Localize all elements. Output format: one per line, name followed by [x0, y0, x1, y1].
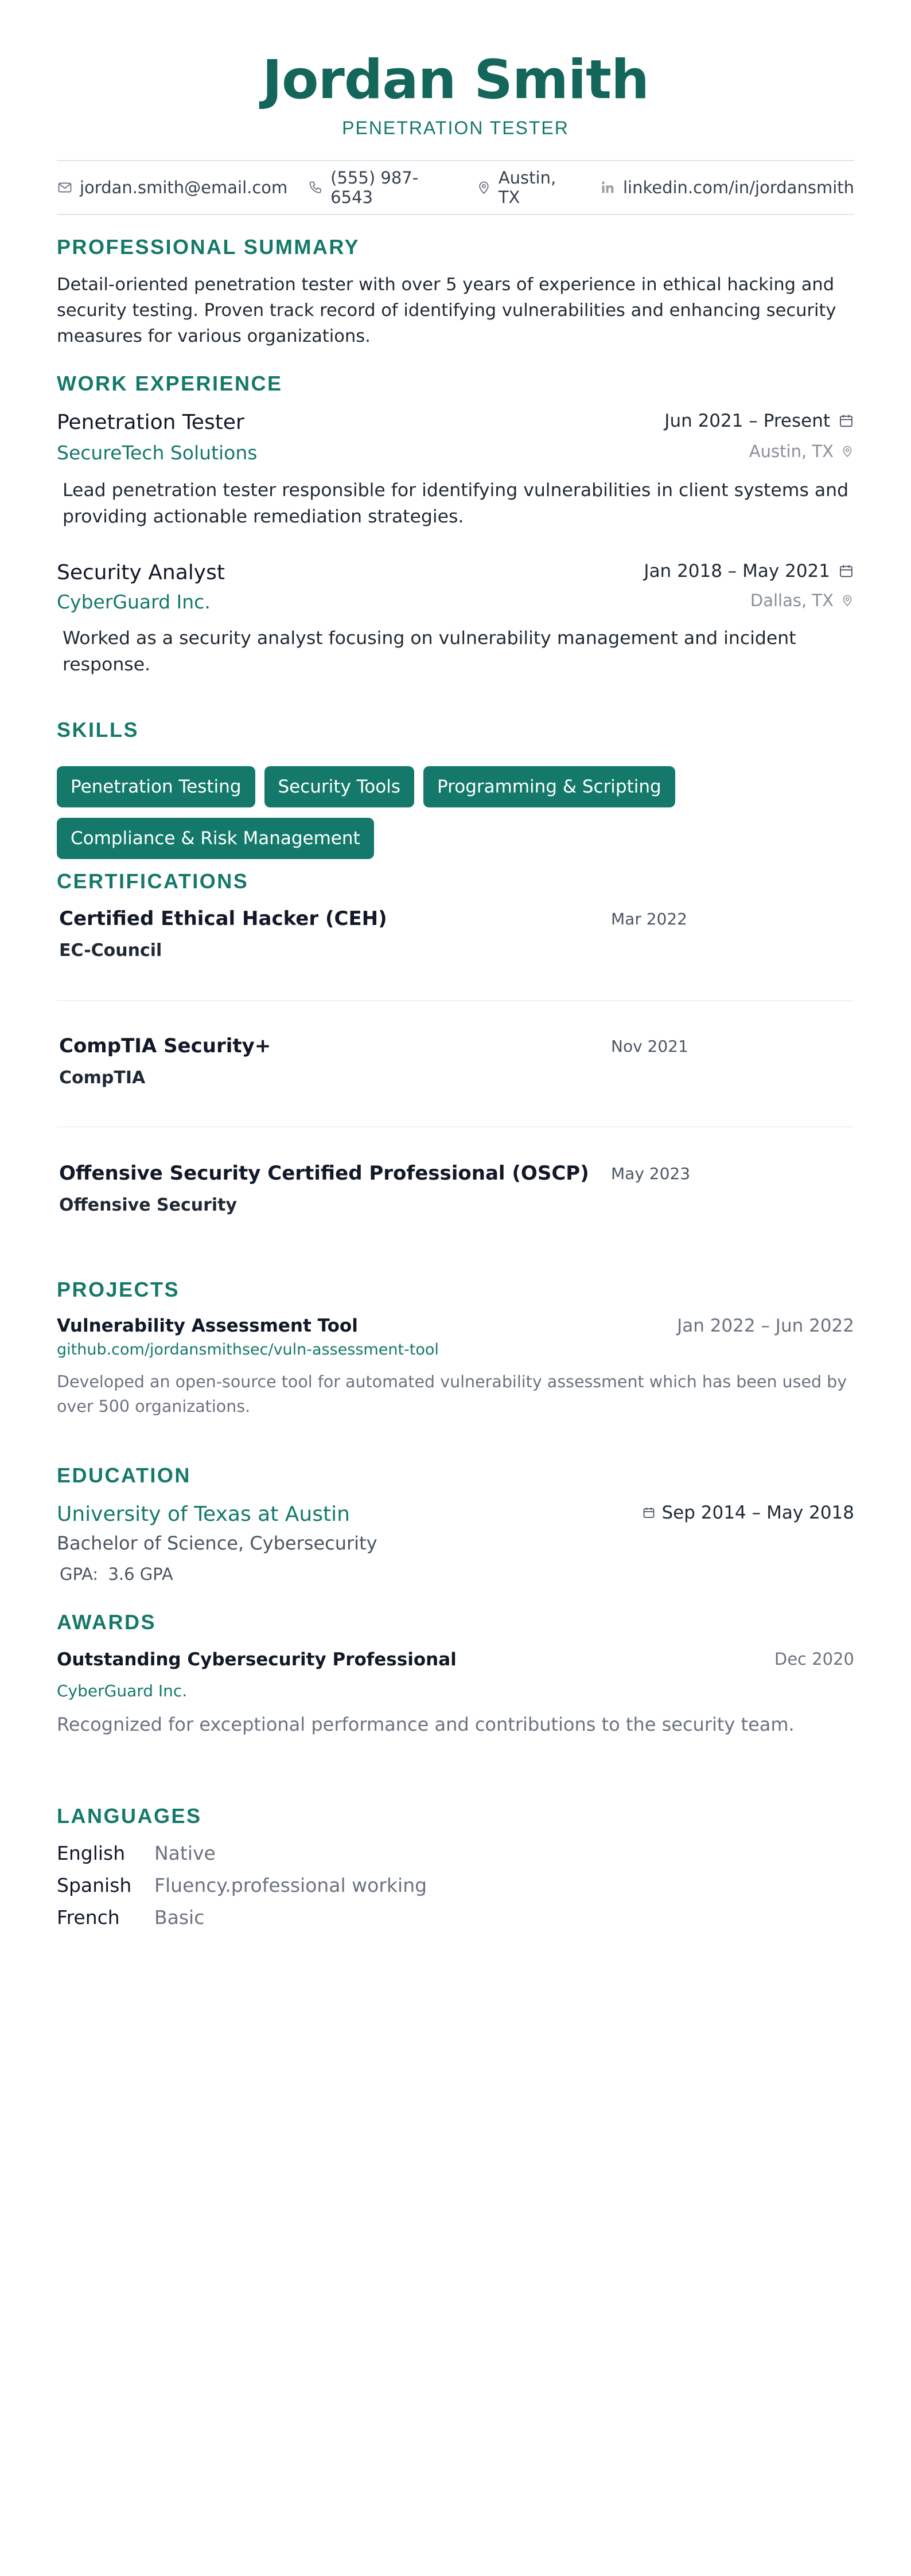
contact-email[interactable]	[57, 178, 287, 197]
mail-icon	[57, 179, 73, 196]
cert-name: Certified Ethical Hacker (CEH)	[59, 907, 387, 930]
language-name: Spanish	[57, 1874, 132, 1896]
gpa-value: 3.6 GPA	[108, 1564, 173, 1584]
awards-heading: AWARDS	[57, 1610, 157, 1634]
cert-name: CompTIA Security+	[59, 1035, 271, 1057]
job-description: Worked as a security analyst focusing on vulnerability management and incident response.	[63, 628, 796, 675]
education-date-separator: –	[752, 1502, 761, 1523]
award-title: Outstanding Cybersecurity Professional	[57, 1649, 457, 1670]
gpa-label: GPA:	[60, 1564, 99, 1584]
phone-icon	[308, 179, 324, 196]
cert-date: Nov 2021	[611, 1037, 688, 1056]
summary-text: Detail-oriented penetration tester with over 5 years of experience in ethical hacking and security testing. Proven track record of identifying vulnerabilities and enhancing security measures for various organizations.	[57, 275, 836, 346]
education-dates	[642, 1502, 854, 1523]
cert-date: Mar 2022	[611, 910, 687, 928]
education-heading: EDUCATION	[57, 1463, 191, 1487]
project-description: Developed an open-source tool for automated vulnerability assessment which has been used by over 500 organizations.	[57, 1372, 847, 1416]
job-dates	[644, 561, 854, 581]
candidate-name: Jordan Smith	[262, 49, 649, 111]
location-pin-icon	[840, 594, 854, 607]
project-dates: Jan 2022 – Jun 2022	[677, 1316, 854, 1336]
language-level: Basic	[154, 1906, 205, 1929]
phone-text: (555) 987-6543	[330, 168, 419, 207]
cert-divider	[57, 1000, 854, 1001]
project-title: Vulnerability Assessment Tool	[57, 1316, 358, 1336]
job-company: SecureTech Solutions	[57, 442, 258, 464]
skill-tag: Security Tools	[264, 766, 415, 807]
job-company: CyberGuard Inc.	[57, 591, 211, 613]
job-location	[749, 442, 854, 461]
language-row	[57, 1906, 204, 1929]
contact-linkedin[interactable]	[600, 178, 854, 197]
language-level: Fluency.professional working	[154, 1874, 427, 1896]
language-name: English	[57, 1842, 126, 1864]
calendar-icon	[838, 563, 854, 579]
candidate-title: PENETRATION TESTER	[342, 118, 569, 139]
skills-heading: SKILLS	[57, 718, 139, 741]
language-row	[57, 1874, 427, 1896]
cert-org: CompTIA	[59, 1068, 146, 1088]
job-title: Security Analyst	[57, 561, 225, 584]
education-start: Sep 2014	[661, 1502, 746, 1523]
calendar-icon	[838, 413, 854, 429]
language-level: Native	[154, 1842, 216, 1864]
calendar-icon	[642, 1506, 656, 1520]
location-pin-icon	[476, 179, 492, 196]
job-dates-text: Jun 2021 – Present	[664, 411, 830, 431]
linkedin-text: linkedin.com/in/jordansmith	[622, 178, 854, 197]
contact-bar	[57, 160, 854, 215]
education-gpa	[60, 1564, 173, 1584]
skill-tag: Programming & Scripting	[423, 766, 675, 807]
job-location-text: Austin, TX	[749, 442, 834, 461]
summary-heading: PROFESSIONAL SUMMARY	[57, 235, 360, 259]
education-degree: Bachelor of Science, Cybersecurity	[57, 1532, 377, 1554]
location-pin-icon	[840, 444, 854, 458]
experience-heading: WORK EXPERIENCE	[57, 372, 283, 395]
job-description: Lead penetration tester responsible for identifying vulnerabilities in client systems and providing actionable remediation strategies.	[63, 480, 849, 527]
education-school: University of Texas at Austin	[57, 1502, 350, 1526]
job-dates-text: Jan 2018 – May 2021	[644, 561, 830, 581]
skill-tag: Penetration Testing	[57, 766, 255, 807]
language-name: French	[57, 1906, 120, 1929]
job-location-text: Dallas, TX	[750, 591, 834, 610]
job-location	[750, 591, 854, 610]
email-text: jordan.smith@email.com	[80, 178, 288, 197]
cert-date: May 2023	[611, 1164, 691, 1183]
skill-tag: Compliance & Risk Management	[57, 818, 374, 859]
project-link[interactable]: github.com/jordansmithsec/vuln-assessment-tool	[57, 1341, 439, 1359]
job-title: Penetration Tester	[57, 411, 244, 434]
job-dates	[664, 411, 854, 431]
skills-list	[57, 766, 860, 859]
award-date: Dec 2020	[774, 1649, 854, 1669]
language-row	[57, 1842, 216, 1864]
education-end: May 2018	[766, 1502, 854, 1523]
contact-phone[interactable]	[308, 168, 456, 207]
award-org: CyberGuard Inc.	[57, 1681, 188, 1700]
projects-heading: PROJECTS	[57, 1278, 180, 1301]
resume-header	[0, 0, 911, 139]
cert-org: EC-Council	[59, 940, 162, 961]
languages-heading: LANGUAGES	[57, 1804, 202, 1828]
linkedin-icon	[600, 179, 616, 196]
contact-location	[476, 168, 579, 207]
cert-divider	[57, 1126, 854, 1127]
award-description: Recognized for exceptional performance and contributions to the security team.	[57, 1714, 795, 1735]
certifications-heading: CERTIFICATIONS	[57, 869, 249, 893]
cert-org: Offensive Security	[59, 1195, 238, 1215]
cert-name: Offensive Security Certified Professional (OSCP)	[59, 1162, 589, 1185]
location-text: Austin, TX	[498, 168, 556, 207]
